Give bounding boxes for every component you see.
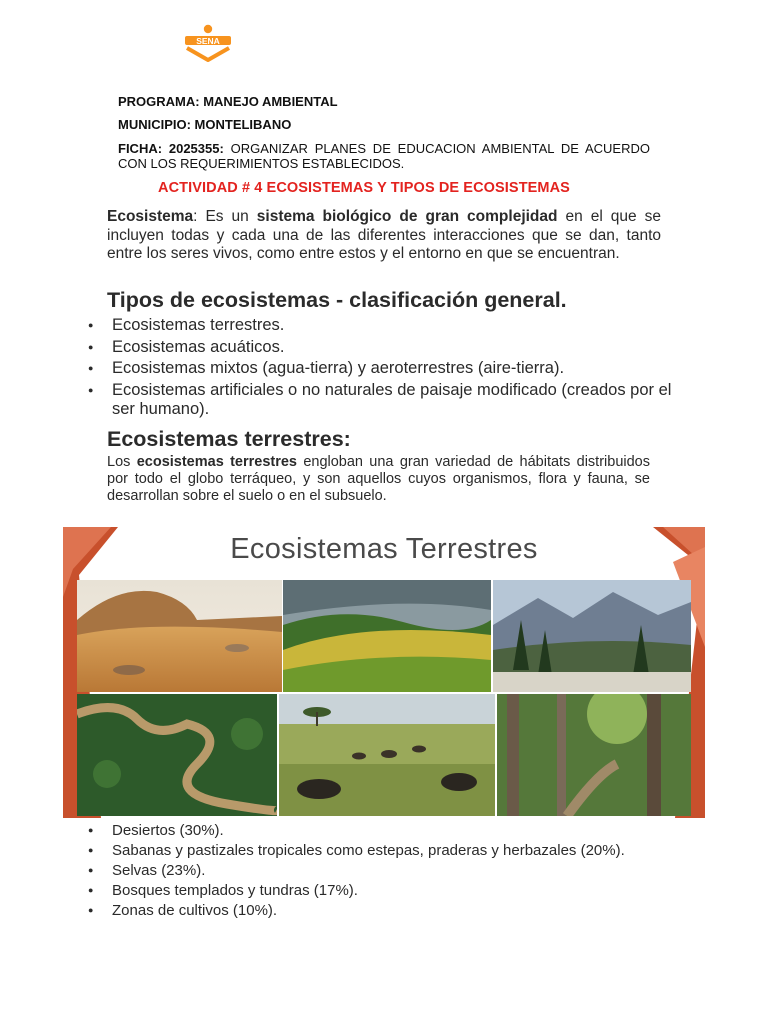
activity-title: ACTIVIDAD # 4 ECOSISTEMAS Y TIPOS DE ECOSISTEMAS	[158, 180, 570, 196]
ecosistemas-banner-image	[63, 527, 705, 818]
definition-text-1: : Es un	[193, 208, 257, 225]
svg-text:SENA: SENA	[196, 36, 220, 46]
terrestres-text-2: engloban una gran variedad de hábitats distribuidos por todo el globo terráqueo, y son aquellos cuyos organismos, flora y fauna, se desarrollan sobre el suelo o en el subsuelo.	[107, 454, 650, 504]
jungle-river-photo	[77, 694, 277, 816]
ficha-label: FICHA: 2025355:	[118, 141, 224, 156]
terrestres-paragraph	[107, 454, 650, 505]
municipio-line: MUNICIPIO: MONTELIBANO	[118, 117, 292, 132]
temperate-forest-photo	[497, 694, 691, 816]
tipos-list	[86, 316, 676, 422]
list-item: ● Sabanas y pastizales tropicales como estepas, praderas y herbazales (20%).	[86, 842, 626, 859]
definition-term: Ecosistema	[107, 208, 194, 225]
tipos-heading: Tipos de ecosistemas - clasificación general.	[107, 288, 567, 312]
list-item: ● Selvas (23%).	[86, 862, 626, 879]
list-item: ● Bosques templados y tundras (17%).	[86, 882, 626, 899]
terrestres-heading: Ecosistemas terrestres:	[107, 427, 351, 451]
list-item: ● Ecosistemas acuáticos.	[86, 338, 676, 358]
definition-text-2: en el que se incluyen todas y cada una de las diferentes interacciones que se dan, tanto entre los seres vivos, como entre estos y el entorno en que se encuentran.	[107, 208, 662, 262]
list-item: ● Ecosistemas terrestres.	[86, 316, 676, 336]
ficha-line	[118, 141, 650, 171]
savanna-photo	[279, 694, 495, 816]
banner-title: Ecosistemas Terrestres	[230, 533, 538, 565]
programa-line: PROGRAMA: MANEJO AMBIENTAL	[118, 94, 338, 109]
ecosystem-definition	[107, 208, 661, 264]
list-item: ● Desiertos (30%).	[86, 822, 626, 839]
desert-photo	[77, 580, 282, 692]
list-item: ● Zonas de cultivos (10%).	[86, 902, 626, 919]
list-item: ● Ecosistemas mixtos (agua-tierra) y aeroterrestres (aire-tierra).	[86, 359, 676, 379]
terrestres-bold: ecosistemas terrestres	[136, 454, 297, 470]
definition-bold: sistema biológico de gran complejidad	[256, 208, 558, 225]
sena-logo	[183, 24, 233, 64]
terrestres-text-1: Los	[107, 454, 137, 470]
grassland-photo	[283, 580, 491, 692]
ficha-text: ORGANIZAR PLANES DE EDUCACION AMBIENTAL DE ACUERDO CON LOS REQUERIMIENTOS ESTABLECIDOS.	[118, 141, 650, 171]
list-item: ● Ecosistemas artificiales o no naturales de paisaje modificado (creados por el ser humano).	[86, 381, 676, 420]
mountain-forest-photo	[493, 580, 691, 692]
porcentajes-list	[86, 822, 626, 922]
